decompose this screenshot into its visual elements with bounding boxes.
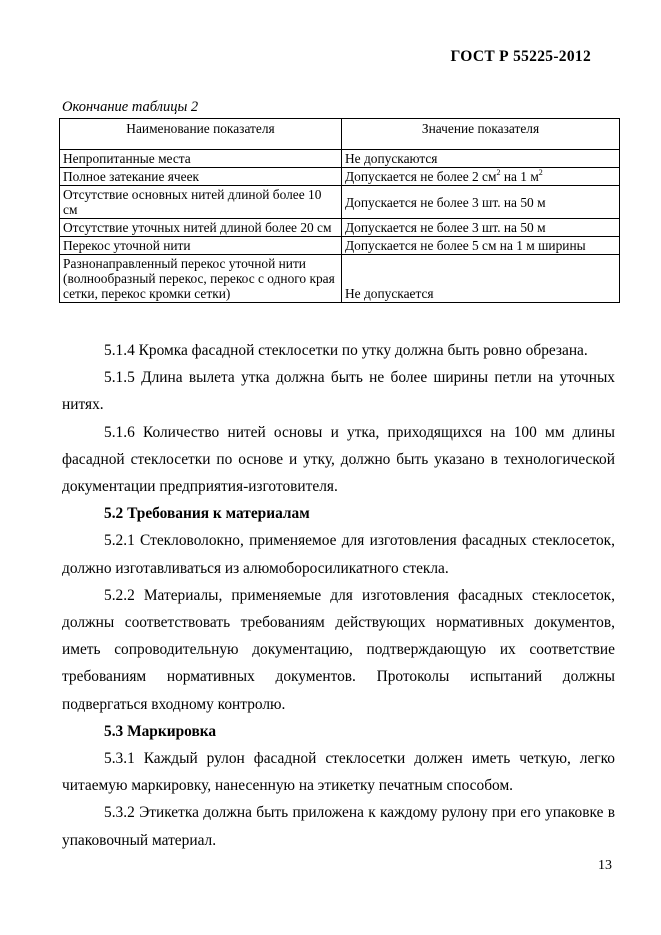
table-caption: Окончание таблицы 2 [62,99,199,115]
superscript: 2 [538,168,543,177]
table-row [60,168,620,186]
indicators-table [59,118,620,303]
section-heading-5-3: 5.3 Маркировка [104,722,217,740]
table-row [60,186,620,219]
paragraph-5-1-5: 5.1.5 Длина вылета утка должна быть не более ширины петли на уточных нитях. [62,369,615,414]
indicator-name: Полное затекание ячеек [60,168,342,186]
column-header-name: Наименование показателя [60,119,342,150]
value-text: на 1 м [500,169,539,184]
indicator-value: Не допускаются [342,150,620,168]
column-header-value: Значение показателя [342,119,620,150]
section-heading-5-2: 5.2 Требования к материалам [104,505,310,523]
body-text [62,337,615,854]
indicator-value: Допускается не более 3 шт. на 50 м [342,186,620,219]
table-row [60,237,620,255]
table-row [60,219,620,237]
indicator-value: Не допускается [342,255,620,303]
paragraph-5-3-2: 5.3.2 Этикетка должна быть приложена к каждому рулону при его упаковке в упаковочный материал. [62,804,615,849]
paragraph-5-1-6: 5.1.6 Количество нитей основы и утка, приходящихся на 100 мм длины фасадной стеклосетки по основе и утку, должно быть указано в технологической документации предприятия-изготовителя. [62,423,615,496]
paragraph-5-1-4: 5.1.4 Кромка фасадной стеклосетки по утку должна быть ровно обрезана. [104,342,588,359]
value-text: Допускается не более 2 см [345,169,497,184]
document-header: ГОСТ Р 55225-2012 [450,48,591,65]
paragraph-5-2-1: 5.2.1 Стекловолокно, применяемое для изготовления фасадных стеклосеток, должно изготавливаться из алюмоборосиликатного стекла. [62,532,615,577]
table-header-row [60,119,620,150]
indicator-name: Отсутствие уточных нитей длиной более 20 см [60,219,342,237]
table-row [60,150,620,168]
indicator-value [342,168,620,186]
paragraph-5-3-1: 5.3.1 Каждый рулон фасадной стеклосетки должен иметь четкую, легко читаемую маркировку, нанесенную на этикетку печатным способом. [62,750,615,795]
indicator-name: Непропитанные места [60,150,342,168]
indicator-value: Допускается не более 3 шт. на 50 м [342,219,620,237]
indicator-name: Отсутствие основных нитей длиной более 10 см [60,186,342,219]
table-row [60,255,620,303]
indicator-name: Разнонаправленный перекос уточной нити (волнообразный перекос, перекос с одного края сетки, перекос кромки сетки) [60,255,342,303]
superscript: 2 [496,168,501,177]
indicator-name: Перекос уточной нити [60,237,342,255]
page-number: 13 [598,858,612,873]
paragraph-5-2-2: 5.2.2 Материалы, применяемые для изготовления фасадных стеклосеток, должны соответствовать требованиям действующих нормативных документов, иметь сопроводительную документацию, подтверждающую их соответствие требованиям нормативных документов. Протоколы испытаний должны подвергаться входному контролю. [62,586,615,713]
indicator-value: Допускается не более 5 см на 1 м ширины [342,237,620,255]
